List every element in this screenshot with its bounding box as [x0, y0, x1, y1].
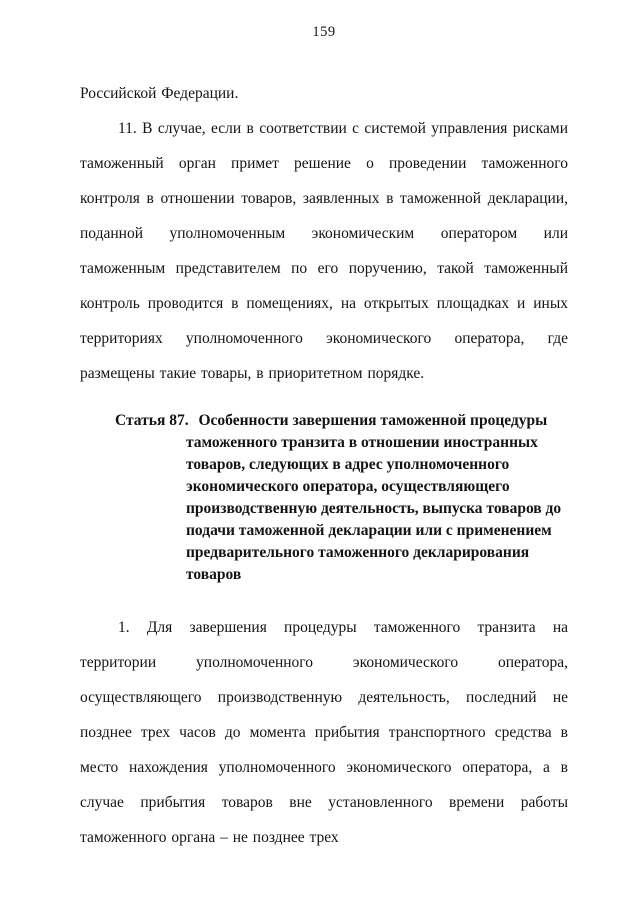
paragraph-item-1: 1. Для завершения процедуры таможенного транзита на территории уполномоченного экономического оператора, осуществляющего производственную деятельность, последний не позднее трех часов до момента прибытия транспортного средства в место нахождения уполномоченного экономического оператора, а в случае прибытия товаров вне установленного времени работы таможенного органа – не позднее трех	[80, 619, 568, 846]
article-heading	[80, 410, 568, 586]
paragraph-continuation: Российской Федерации.	[80, 85, 239, 102]
page-number: 159	[312, 24, 336, 40]
article-number-label: Статья 87.	[115, 412, 189, 429]
article-title: Особенности завершения таможенной процедуры таможенного транзита в отношении иностранных товаров, следующих в адрес уполномоченного экономического оператора, осуществляющего производственную деятельность, выпуска товаров до подачи таможенной декларации или с применением предварительного таможенного декларирования товаров	[186, 412, 562, 583]
paragraph-item-11: 11. В случае, если в соответствии с системой управления рисками таможенный орган примет решение о проведении таможенного контроля в отношении товаров, заявленных в таможенной декларации, поданной уполномоченным экономическим оператором или таможенным представителем по его поручению, такой таможенный контроль проводится в помещениях, на открытых площадках и иных территориях уполномоченного экономического оператора, где размещены такие товары, в приоритетном порядке.	[80, 120, 568, 382]
